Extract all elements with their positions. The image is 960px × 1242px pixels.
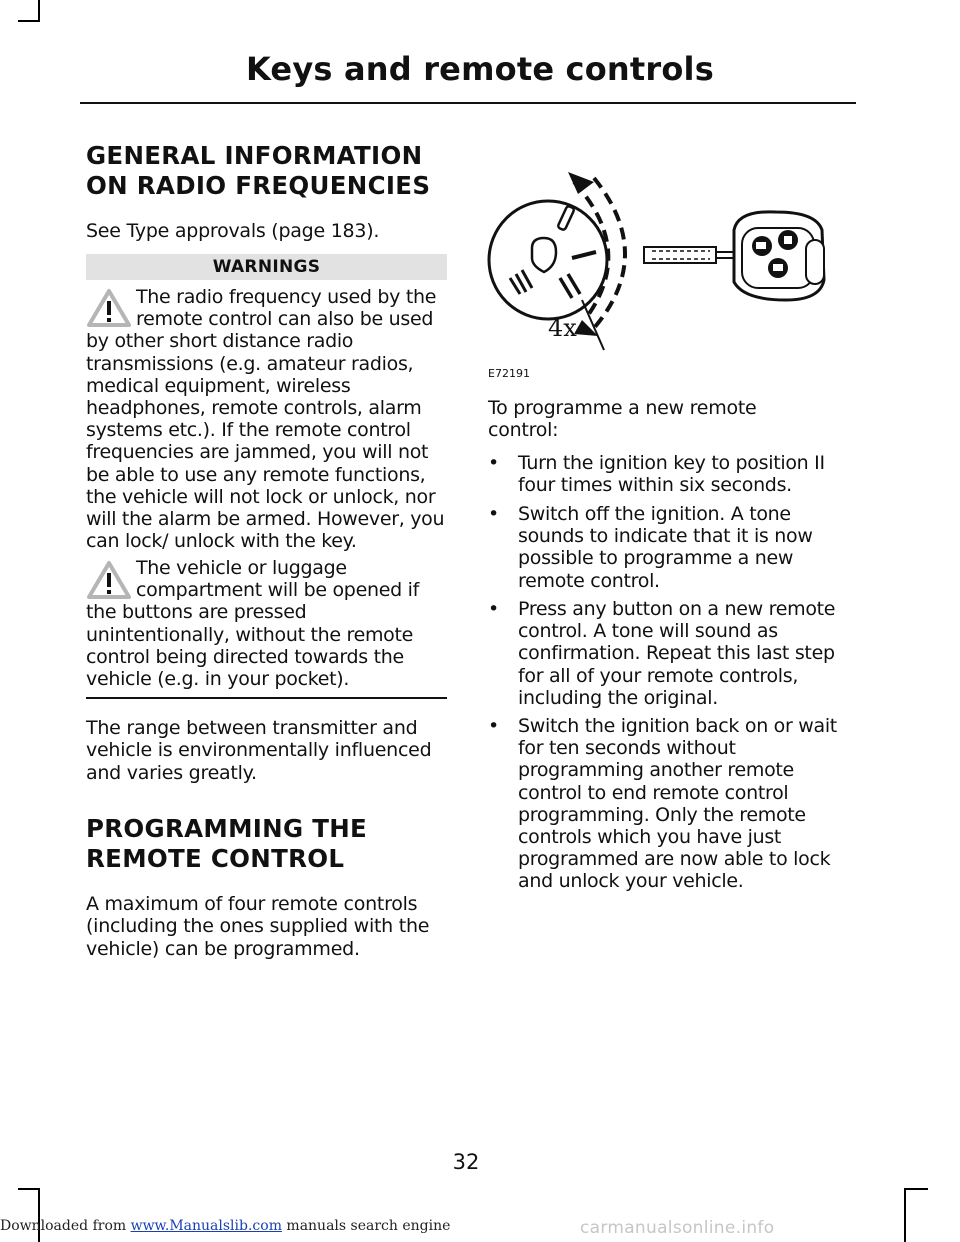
step-text: Switch off the ignition. A tone sounds to indicate that it is now possible to programme a new remote control. [518,503,813,592]
bullet-icon: • [488,715,499,737]
footer-suffix: manuals search engine [281,1218,451,1234]
list-item [488,503,854,592]
warning-line: compartment will be opened if [136,579,419,602]
warning-text: by other short distance radio transmissions (e.g. amateur radios, medical equipment, wireless headphones, remote controls, alarm systems etc.). If the remote control frequencies are jammed, you will not be able to use any remote functions, the vehicle will not lock or unlock, nor will the alarm be armed. However, you can lock/ unlock with the key. [86,330,445,553]
list-item [488,715,854,893]
step-text: Press any button on a new remote control. A tone will sound as confirmation. Repeat this last step for all of your remote controls, including the original. [518,598,836,709]
range-paragraph: The range between transmitter and vehicle is environmentally influenced and varies greatly. [86,717,432,784]
warning-paragraph [86,557,448,690]
list-item [488,452,854,496]
section-heading-programming [86,814,456,874]
watermark: carmanualsonline.info [580,1218,775,1238]
count-label: 4x [548,314,577,342]
section-heading-radio-frequencies [86,141,456,201]
figure-id: E72191 [488,367,530,380]
download-footer [0,1218,450,1234]
crop-mark [18,20,40,22]
ignition-cylinder-icon [489,201,607,319]
crop-mark [904,1188,928,1190]
page-title: Keys and remote controls [246,50,714,88]
warnings-label: WARNINGS [86,254,447,280]
warning-line: The radio frequency used by the [136,286,437,308]
warning-line: The vehicle or luggage [136,557,347,579]
heading-line: GENERAL INFORMATION [86,141,423,170]
bullet-icon: • [488,503,499,525]
arrow-head-icon [568,172,594,194]
crop-mark [904,1188,906,1242]
heading-line: REMOTE CONTROL [86,844,345,873]
manualslib-link[interactable]: www.Manualslib.com [130,1218,282,1234]
key-icon [644,212,824,300]
heading-line: PROGRAMMING THE [86,814,368,843]
warning-paragraph [86,286,448,552]
bullet-icon: • [488,452,499,474]
bullet-icon: • [488,598,499,620]
title-divider [80,102,856,104]
step-text: Turn the ignition key to position II four times within six seconds. [518,452,825,497]
crop-mark [38,0,40,22]
list-item [488,598,854,709]
warning-text: the buttons are pressed unintentionally, without the remote control being directed towards the vehicle (e.g. in your pocket). [86,601,414,691]
footer-prefix: Downloaded from [0,1218,131,1234]
warning-line: remote control can also be used [136,308,434,331]
crop-mark [18,1188,40,1190]
ignition-key-figure [486,160,836,365]
step-text: Switch the ignition back on or wait for ten seconds without programming another remote control to end remote control programming. Only the remote controls which you have just programmed are now able to lock and unlock your vehicle. [518,715,837,893]
programme-intro: To programme a new remote control: [488,397,757,442]
warnings-end-divider [86,697,447,699]
see-reference: See Type approvals (page 183). [86,220,380,242]
max-remotes-paragraph: A maximum of four remote controls (including the ones supplied with the vehicle) can be programmed. [86,893,430,960]
heading-line: ON RADIO FREQUENCIES [86,171,431,200]
page-number: 32 [452,1150,480,1174]
